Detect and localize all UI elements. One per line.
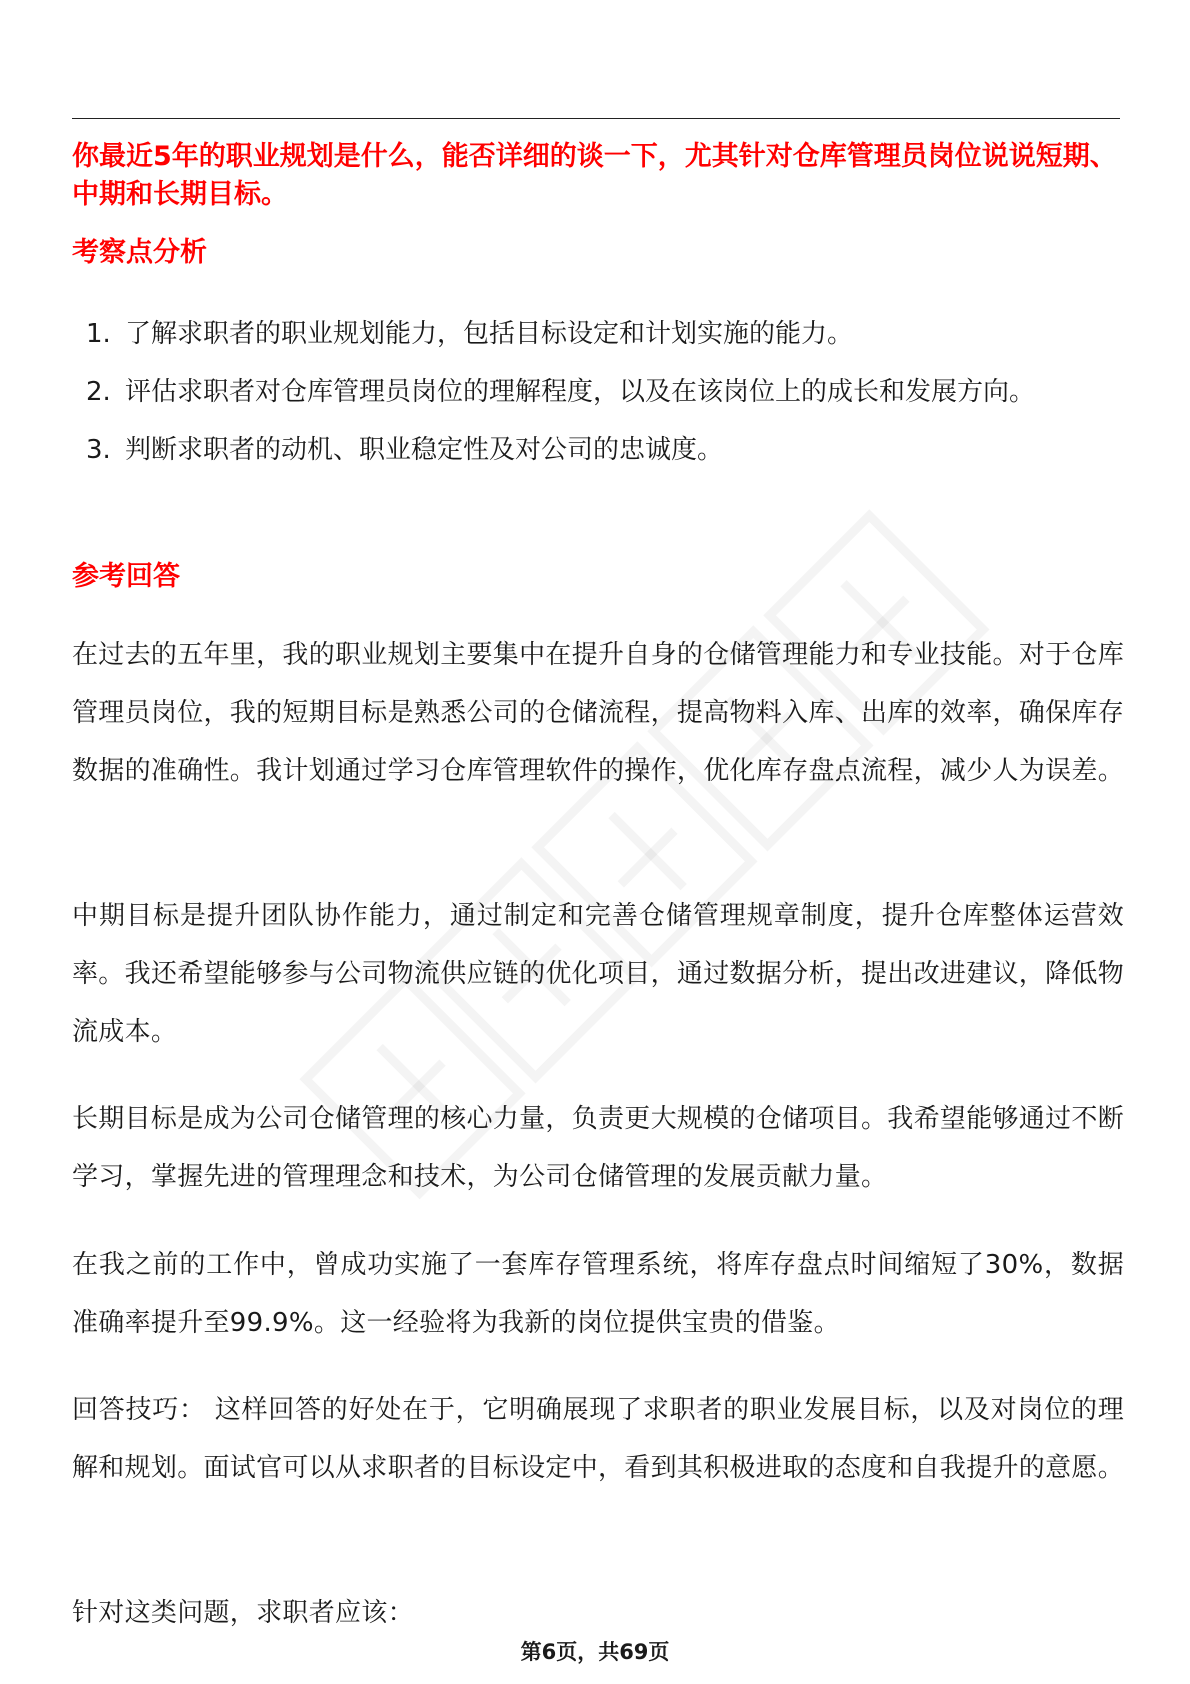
page-number: 第6页，共69页 <box>520 1640 670 1664</box>
answer-paragraph: 长期目标是成为公司仓储管理的核心力量，负责更大规模的仓储项目。我希望能够通过不断学习，掌握先进的管理理念和技术，为公司仓储管理的发展贡献力量。 <box>72 1104 1125 1192</box>
analysis-item-text: 判断求职者的动机、职业稳定性及对公司的忠诚度。 <box>125 435 724 465</box>
answer-paragraph: 中期目标是提升团队协作能力，通过制定和完善仓储管理规章制度，提升仓库整体运营效率。我还希望能够参与公司物流供应链的优化项目，通过数据分析，提出改进建议，降低物流成本。 <box>72 901 1125 1047</box>
answer-heading: 参考回答 <box>72 561 180 592</box>
answer-tips-paragraph: 回答技巧： 这样回答的好处在于，它明确展现了求职者的职业发展目标，以及对岗位的理解和规划。面试官可以从求职者的目标设定中，看到其积极进取的态度和自我提升的意愿。 <box>72 1395 1125 1483</box>
analysis-item <box>72 363 1122 421</box>
analysis-item-text: 评估求职者对仓库管理员岗位的理解程度，以及在该岗位上的成长和发展方向。 <box>125 377 1036 407</box>
analysis-list <box>72 305 1122 479</box>
analysis-item-number: 3. <box>86 435 111 465</box>
answer-paragraph: 在过去的五年里，我的职业规划主要集中在提升自身的仓储管理能力和专业技能。对于仓库管理员岗位，我的短期目标是熟悉公司的仓储流程，提高物料入库、出库的效率，确保库存数据的准确性。我计划通过学习仓库管理软件的操作，优化库存盘点流程，减少人为误差。 <box>72 640 1125 786</box>
top-divider <box>72 118 1120 119</box>
answer-paragraph: 在我之前的工作中，曾成功实施了一套库存管理系统，将库存盘点时间缩短了30%，数据准确率提升至99.9%。这一经验将为我新的岗位提供宝贵的借鉴。 <box>72 1250 1124 1338</box>
analysis-heading: 考察点分析 <box>72 237 207 268</box>
interview-question: 你最近5年的职业规划是什么，能否详细的谈一下，尤其针对仓库管理员岗位说说短期、中期和长期目标。 <box>72 141 1117 210</box>
analysis-item-number: 1. <box>86 319 111 349</box>
analysis-item-text: 了解求职者的职业规划能力，包括目标设定和计划实施的能力。 <box>125 319 854 349</box>
analysis-item <box>72 421 1122 479</box>
analysis-item <box>72 305 1122 363</box>
answer-paragraph: 针对这类问题，求职者应该： <box>72 1598 414 1628</box>
analysis-item-number: 2. <box>86 377 111 407</box>
